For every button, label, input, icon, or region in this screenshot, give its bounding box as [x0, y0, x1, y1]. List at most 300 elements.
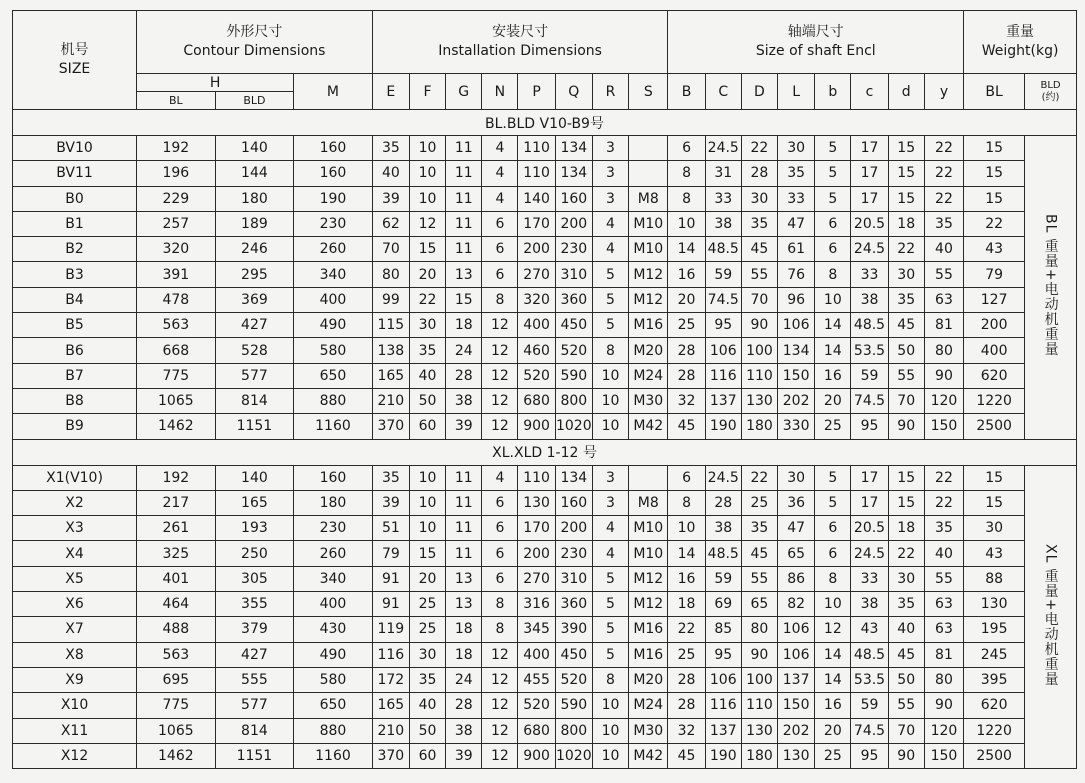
table-cell: 5: [592, 262, 628, 287]
table-cell: 47: [778, 211, 815, 236]
table-cell: 4: [482, 161, 518, 186]
table-cell: 395: [964, 667, 1025, 692]
table-cell: 48.5: [851, 313, 888, 338]
side-note: BL 重量+电动机重量: [1042, 213, 1059, 357]
table-cell: 17: [851, 186, 888, 211]
table-cell: 20: [815, 718, 851, 743]
table-cell: 74.5: [851, 388, 888, 413]
table-cell: 189: [215, 211, 294, 236]
table-cell: 8: [668, 490, 705, 515]
table-cell: 160: [555, 186, 592, 211]
table-cell: 11: [446, 136, 482, 161]
table-cell: 116: [372, 642, 409, 667]
table-cell: 11: [446, 237, 482, 262]
table-cell: 1020: [555, 414, 592, 439]
table-cell: 8: [815, 566, 851, 591]
section-title: XL.XLD 1-12 号: [13, 439, 1077, 465]
table-cell: 59: [705, 566, 741, 591]
table-cell: 4: [592, 516, 628, 541]
table-cell: 400: [518, 313, 555, 338]
table-cell: 260: [294, 541, 373, 566]
table-cell: 246: [215, 237, 294, 262]
h-header: H: [137, 74, 294, 92]
table-cell: 11: [446, 490, 482, 515]
table-cell: 11: [446, 211, 482, 236]
table-cell: 10: [592, 743, 628, 768]
table-cell: 50: [888, 667, 924, 692]
table-cell: 390: [555, 617, 592, 642]
table-cell: 217: [137, 490, 216, 515]
table-cell: 14: [815, 313, 851, 338]
table-cell: 391: [137, 262, 216, 287]
table-cell: 478: [137, 287, 216, 312]
table-cell: 8: [668, 161, 705, 186]
table-cell: 150: [924, 743, 963, 768]
table-cell: M20: [629, 667, 668, 692]
table-cell: 340: [294, 566, 373, 591]
size-cell: X10: [13, 693, 137, 718]
table-cell: 11: [446, 186, 482, 211]
table-cell: 40: [924, 237, 963, 262]
table-cell: 200: [555, 211, 592, 236]
table-cell: 192: [137, 465, 216, 490]
table-cell: 16: [668, 566, 705, 591]
table-cell: M12: [629, 592, 668, 617]
table-cell: 360: [555, 287, 592, 312]
table-cell: 880: [294, 718, 373, 743]
table-cell: 30: [888, 566, 924, 591]
table-cell: 195: [964, 617, 1025, 642]
table-row: [13, 465, 1077, 490]
table-cell: 106: [705, 338, 741, 363]
table-cell: 370: [372, 414, 409, 439]
table-cell: 38: [705, 211, 741, 236]
weight-bld-label: BLD: [1040, 79, 1061, 91]
table-cell: 90: [924, 693, 963, 718]
table-cell: 137: [705, 388, 741, 413]
table-cell: 80: [924, 338, 963, 363]
table-cell: 427: [215, 313, 294, 338]
table-cell: 70: [372, 237, 409, 262]
table-cell: M24: [629, 363, 668, 388]
table-cell: 65: [741, 592, 777, 617]
table-cell: 120: [924, 388, 963, 413]
table-row: [13, 161, 1077, 186]
table-cell: 460: [518, 338, 555, 363]
table-cell: 555: [215, 667, 294, 692]
table-cell: 3: [592, 161, 628, 186]
table-cell: 464: [137, 592, 216, 617]
table-cell: 24.5: [851, 237, 888, 262]
table-cell: 22: [964, 211, 1025, 236]
table-cell: 96: [778, 287, 815, 312]
table-cell: 100: [741, 338, 777, 363]
table-cell: 1065: [137, 718, 216, 743]
table-cell: 15: [964, 136, 1025, 161]
table-cell: 12: [482, 363, 518, 388]
table-cell: 316: [518, 592, 555, 617]
table-cell: 106: [705, 667, 741, 692]
table-cell: 270: [518, 566, 555, 591]
table-cell: 24: [446, 667, 482, 692]
table-cell: 345: [518, 617, 555, 642]
table-cell: 95: [705, 642, 741, 667]
table-cell: 45: [888, 313, 924, 338]
weight-header-en: Weight(kg): [981, 43, 1059, 59]
table-cell: 14: [668, 541, 705, 566]
table-cell: 355: [215, 592, 294, 617]
table-cell: M16: [629, 642, 668, 667]
table-cell: 24.5: [705, 136, 741, 161]
table-cell: M12: [629, 566, 668, 591]
table-row: [13, 516, 1077, 541]
table-cell: 28: [668, 363, 705, 388]
table-cell: 400: [294, 592, 373, 617]
table-cell: 8: [815, 262, 851, 287]
size-cell: X3: [13, 516, 137, 541]
table-cell: 1220: [964, 388, 1025, 413]
table-cell: 130: [741, 718, 777, 743]
table-cell: 35: [741, 211, 777, 236]
table-cell: 30: [409, 313, 445, 338]
table-cell: 16: [668, 262, 705, 287]
table-cell: 520: [555, 667, 592, 692]
table-cell: 10: [409, 136, 445, 161]
table-cell: 650: [294, 363, 373, 388]
table-row: [13, 338, 1077, 363]
table-cell: 22: [924, 136, 963, 161]
table-cell: 35: [778, 161, 815, 186]
table-cell: 190: [705, 414, 741, 439]
weight-bld-header: [1025, 74, 1077, 110]
table-cell: 74.5: [705, 287, 741, 312]
table-cell: 172: [372, 667, 409, 692]
table-cell: [629, 161, 668, 186]
table-cell: M42: [629, 743, 668, 768]
size-cell: BV10: [13, 136, 137, 161]
table-cell: 95: [705, 313, 741, 338]
table-cell: 6: [482, 566, 518, 591]
size-cell: B7: [13, 363, 137, 388]
table-cell: 32: [668, 388, 705, 413]
table-cell: 12: [409, 211, 445, 236]
size-cell: B0: [13, 186, 137, 211]
table-cell: 330: [778, 414, 815, 439]
table-cell: 8: [482, 617, 518, 642]
table-cell: 590: [555, 363, 592, 388]
table-row: [13, 566, 1077, 591]
table-row: [13, 363, 1077, 388]
table-cell: 40: [409, 363, 445, 388]
table-cell: 10: [409, 161, 445, 186]
table-cell: 6: [482, 541, 518, 566]
table-cell: 305: [215, 566, 294, 591]
table-cell: 134: [555, 465, 592, 490]
table-cell: 24.5: [851, 541, 888, 566]
table-cell: 130: [778, 743, 815, 768]
table-cell: 48.5: [851, 642, 888, 667]
table-cell: 1160: [294, 743, 373, 768]
table-cell: 28: [668, 693, 705, 718]
table-cell: 200: [555, 516, 592, 541]
table-cell: 90: [924, 363, 963, 388]
table-cell: 63: [924, 617, 963, 642]
table-cell: 48.5: [705, 237, 741, 262]
table-cell: 680: [518, 388, 555, 413]
weight-bl-header: BL: [964, 74, 1025, 110]
table-cell: 5: [592, 566, 628, 591]
table-cell: 35: [924, 211, 963, 236]
size-cell: B3: [13, 262, 137, 287]
table-cell: 38: [705, 516, 741, 541]
shaft-header-cn: 轴端尺寸: [787, 24, 844, 40]
table-cell: 270: [518, 262, 555, 287]
size-cell: X2: [13, 490, 137, 515]
table-cell: 10: [592, 718, 628, 743]
table-cell: 28: [446, 363, 482, 388]
table-cell: 35: [888, 592, 924, 617]
table-cell: 165: [372, 693, 409, 718]
table-cell: 55: [924, 566, 963, 591]
table-cell: 61: [778, 237, 815, 262]
table-cell: 81: [924, 313, 963, 338]
table-cell: 202: [778, 388, 815, 413]
table-cell: 15: [964, 161, 1025, 186]
table-cell: 127: [964, 287, 1025, 312]
table-cell: 15: [888, 465, 924, 490]
table-cell: 192: [137, 136, 216, 161]
table-cell: 20: [409, 262, 445, 287]
table-cell: 45: [668, 414, 705, 439]
table-cell: 4: [592, 211, 628, 236]
table-cell: 14: [815, 338, 851, 363]
table-cell: 140: [518, 186, 555, 211]
table-cell: 180: [741, 743, 777, 768]
table-cell: 65: [778, 541, 815, 566]
table-cell: 450: [555, 642, 592, 667]
table-cell: 900: [518, 414, 555, 439]
table-cell: 528: [215, 338, 294, 363]
table-cell: 310: [555, 566, 592, 591]
size-cell: B1: [13, 211, 137, 236]
table-cell: 39: [446, 414, 482, 439]
table-cell: M24: [629, 693, 668, 718]
table-cell: 55: [741, 262, 777, 287]
table-cell: 53.5: [851, 338, 888, 363]
table-cell: 30: [778, 136, 815, 161]
table-row: [13, 287, 1077, 312]
table-cell: 577: [215, 693, 294, 718]
table-cell: M10: [629, 211, 668, 236]
install-col-header: N: [482, 74, 518, 110]
table-cell: 69: [705, 592, 741, 617]
contour-header-en: Contour Dimensions: [183, 43, 326, 59]
table-cell: M30: [629, 718, 668, 743]
table-cell: 150: [778, 693, 815, 718]
table-cell: 160: [294, 136, 373, 161]
table-cell: 580: [294, 667, 373, 692]
table-cell: 4: [482, 465, 518, 490]
size-header-cn: 机号: [60, 42, 89, 58]
table-cell: 25: [815, 414, 851, 439]
table-cell: 70: [888, 388, 924, 413]
table-row: [13, 414, 1077, 439]
table-cell: 200: [518, 541, 555, 566]
install-col-header: P: [518, 74, 555, 110]
table-cell: 15: [888, 490, 924, 515]
table-cell: 1160: [294, 414, 373, 439]
table-cell: 43: [964, 237, 1025, 262]
size-cell: B5: [13, 313, 137, 338]
size-cell: X11: [13, 718, 137, 743]
table-cell: 6: [815, 211, 851, 236]
table-cell: 8: [482, 287, 518, 312]
table-row: [13, 743, 1077, 768]
table-cell: 120: [924, 718, 963, 743]
table-cell: 47: [778, 516, 815, 541]
table-cell: 680: [518, 718, 555, 743]
table-cell: M30: [629, 388, 668, 413]
table-cell: 10: [409, 490, 445, 515]
table-cell: 12: [482, 743, 518, 768]
table-cell: 39: [372, 490, 409, 515]
size-cell: B9: [13, 414, 137, 439]
shaft-col-header: C: [705, 74, 741, 110]
table-cell: 6: [482, 211, 518, 236]
table-cell: 455: [518, 667, 555, 692]
table-cell: 14: [815, 642, 851, 667]
table-cell: 257: [137, 211, 216, 236]
table-cell: 814: [215, 718, 294, 743]
table-cell: 800: [555, 388, 592, 413]
table-cell: 86: [778, 566, 815, 591]
table-cell: 1220: [964, 718, 1025, 743]
table-cell: 33: [851, 262, 888, 287]
contour-header-cn: 外形尺寸: [226, 24, 283, 40]
install-col-header: G: [446, 74, 482, 110]
table-cell: 775: [137, 363, 216, 388]
table-cell: 55: [888, 693, 924, 718]
shaft-col-header: c: [851, 74, 888, 110]
table-cell: 17: [851, 161, 888, 186]
size-cell: X6: [13, 592, 137, 617]
table-cell: 14: [815, 667, 851, 692]
table-cell: 310: [555, 262, 592, 287]
table-cell: 12: [482, 338, 518, 363]
table-cell: 8: [482, 592, 518, 617]
table-cell: 130: [741, 388, 777, 413]
table-cell: 160: [555, 490, 592, 515]
table-cell: 22: [668, 617, 705, 642]
table-cell: [629, 465, 668, 490]
table-row: [13, 592, 1077, 617]
table-cell: 520: [555, 338, 592, 363]
table-cell: 22: [924, 186, 963, 211]
size-cell: X7: [13, 617, 137, 642]
table-cell: 32: [668, 718, 705, 743]
table-cell: 229: [137, 186, 216, 211]
table-cell: 22: [924, 490, 963, 515]
table-cell: 91: [372, 566, 409, 591]
table-cell: 40: [888, 617, 924, 642]
table-cell: 6: [482, 237, 518, 262]
table-cell: 4: [592, 237, 628, 262]
table-cell: 35: [924, 516, 963, 541]
table-cell: 110: [741, 363, 777, 388]
table-cell: 400: [294, 287, 373, 312]
table-cell: 10: [409, 465, 445, 490]
table-cell: 230: [294, 516, 373, 541]
table-cell: 4: [592, 541, 628, 566]
table-cell: 165: [372, 363, 409, 388]
install-col-header: R: [592, 74, 628, 110]
table-cell: 95: [851, 414, 888, 439]
table-cell: 59: [851, 363, 888, 388]
table-cell: 70: [888, 718, 924, 743]
table-cell: 79: [964, 262, 1025, 287]
table-cell: 59: [851, 693, 888, 718]
table-cell: 150: [778, 363, 815, 388]
size-header: [13, 11, 137, 110]
table-cell: 200: [518, 237, 555, 262]
table-cell: 10: [668, 211, 705, 236]
table-cell: 20: [409, 566, 445, 591]
table-cell: 18: [446, 313, 482, 338]
table-cell: 16: [815, 363, 851, 388]
table-cell: 18: [668, 592, 705, 617]
shaft-col-header: B: [668, 74, 705, 110]
table-cell: 320: [137, 237, 216, 262]
table-cell: 35: [409, 338, 445, 363]
size-cell: B2: [13, 237, 137, 262]
table-cell: 59: [705, 262, 741, 287]
table-cell: 130: [964, 592, 1025, 617]
table-cell: 90: [888, 414, 924, 439]
table-cell: 30: [888, 262, 924, 287]
table-row: [13, 313, 1077, 338]
shaft-col-header: y: [924, 74, 963, 110]
table-cell: 15: [409, 237, 445, 262]
table-cell: 11: [446, 161, 482, 186]
table-cell: 1462: [137, 414, 216, 439]
table-row: [13, 211, 1077, 236]
table-cell: 16: [815, 693, 851, 718]
table-cell: 25: [668, 313, 705, 338]
table-cell: M20: [629, 338, 668, 363]
table-cell: 28: [446, 693, 482, 718]
table-cell: 2500: [964, 414, 1025, 439]
table-cell: 100: [741, 667, 777, 692]
table-cell: 4: [482, 136, 518, 161]
h-bld-header: BLD: [215, 92, 294, 110]
table-cell: 230: [555, 541, 592, 566]
table-cell: 106: [778, 642, 815, 667]
size-cell: B4: [13, 287, 137, 312]
table-cell: 53.5: [851, 667, 888, 692]
table-cell: 15: [964, 465, 1025, 490]
size-cell: X12: [13, 743, 137, 768]
table-cell: 8: [592, 338, 628, 363]
table-cell: 28: [668, 338, 705, 363]
table-cell: 400: [518, 642, 555, 667]
table-cell: 245: [964, 642, 1025, 667]
table-cell: 110: [518, 161, 555, 186]
table-cell: 12: [815, 617, 851, 642]
table-cell: 134: [778, 338, 815, 363]
table-cell: 40: [372, 161, 409, 186]
table-cell: 28: [668, 667, 705, 692]
table-cell: 55: [924, 262, 963, 287]
